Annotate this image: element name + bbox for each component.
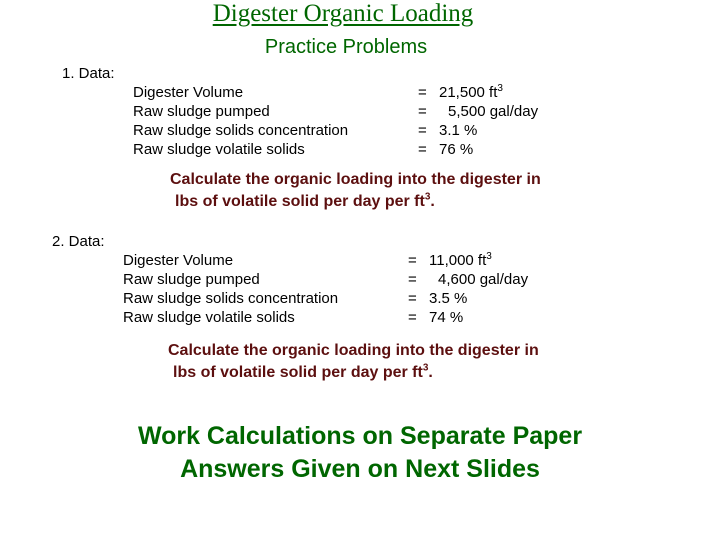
problem-2-row-value: 74 %	[429, 309, 464, 326]
problem-1-row-name: Raw sludge volatile solids	[133, 141, 305, 158]
question-line-1: Calculate the organic loading into the digester in	[168, 342, 539, 359]
problem-2-row-eq: =	[408, 271, 417, 288]
problem-1-row-eq: =	[418, 141, 427, 158]
superscript: 3	[486, 251, 492, 262]
problem-2-row-value: 4,600 gal/day	[438, 271, 529, 288]
problem-2-row-eq: =	[408, 290, 417, 307]
problem-2-row-name: Digester Volume	[123, 252, 234, 269]
problem-1-row-name: Raw sludge solids concentration	[133, 122, 349, 139]
footer-line-1: Work Calculations on Separate Paper	[137, 422, 583, 450]
problem-1-row-eq: =	[418, 84, 427, 101]
problem-2-row-name: Raw sludge volatile solids	[123, 309, 295, 326]
footer-note	[0, 420, 720, 486]
problem-1-row-eq: =	[418, 103, 427, 120]
problem-1-row-value: 21,500 $ft^3$	[439, 83, 503, 101]
problem-2-row-name: Raw sludge solids concentration	[123, 290, 339, 307]
slide-subtitle: Practice Problems	[264, 36, 428, 58]
footer-line-2: Answers Given on Next Slides	[180, 455, 540, 483]
problem-1-row-value: 5,500 gal/day	[448, 103, 539, 120]
problem-2-question	[168, 340, 539, 384]
slide-title: Digester Organic Loading	[212, 0, 474, 27]
problem-1-row-value: 76 %	[439, 141, 474, 158]
superscript: 3	[424, 191, 431, 203]
problem-2-label: 2. Data:	[52, 233, 105, 250]
problem-1-row-name: Digester Volume	[133, 84, 244, 101]
problem-1-label: 1. Data:	[62, 65, 115, 82]
problem-2-row-eq: =	[408, 309, 417, 326]
problem-1-question	[170, 169, 541, 213]
problem-2-row-value: 3.5 %	[429, 290, 468, 307]
question-line-2: lbs of volatile solid per day per $ft^3$.	[175, 191, 435, 210]
question-line-2: lbs of volatile solid per day per $ft^3$.	[173, 362, 433, 381]
superscript: 3	[497, 83, 503, 94]
question-line-1: Calculate the organic loading into the digester in	[170, 171, 541, 188]
problem-2-row-name: Raw sludge pumped	[123, 271, 260, 288]
problem-1-row-eq: =	[418, 122, 427, 139]
problem-2-row-value: 11,000 $ft^3$	[429, 251, 492, 269]
problem-2-row-eq: =	[408, 252, 417, 269]
problem-1-row-name: Raw sludge pumped	[133, 103, 270, 120]
problem-1-row-value: 3.1 %	[439, 122, 478, 139]
superscript: 3	[422, 362, 429, 374]
